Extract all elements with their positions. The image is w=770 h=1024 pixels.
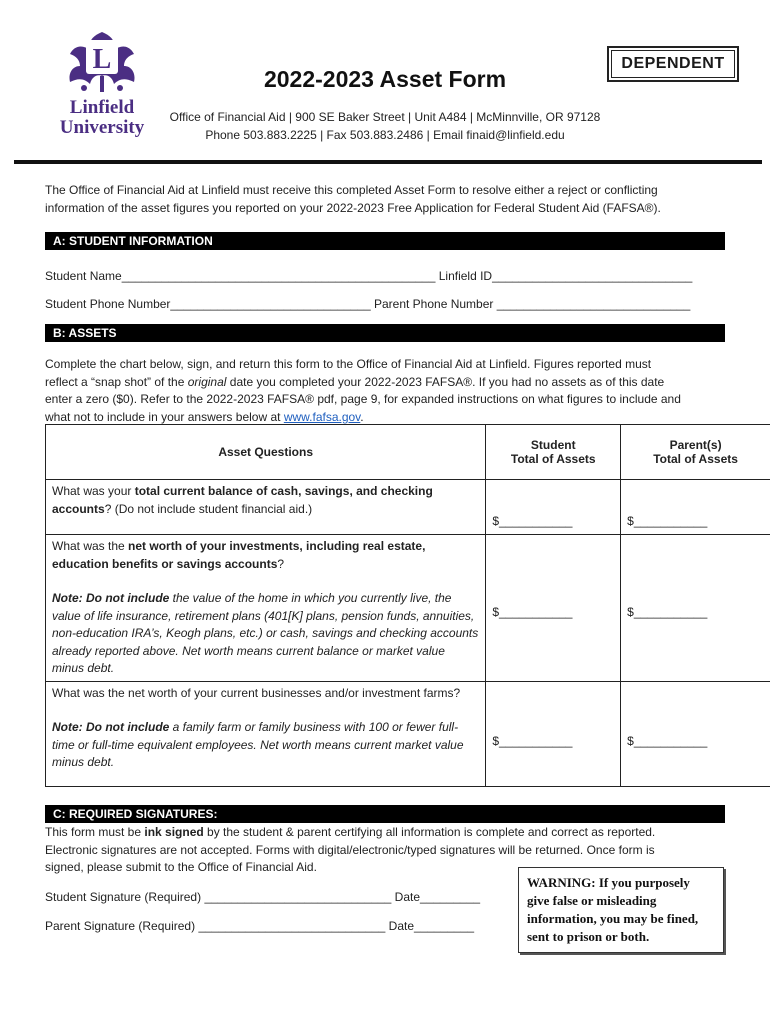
section-b-header: B: ASSETS [45, 324, 725, 342]
student-investments-amount[interactable] [486, 535, 621, 682]
businesses-note [52, 719, 479, 772]
asset-table-header [46, 425, 770, 480]
question-investments-bold: net worth of your investments, including real estate, education benefits or savings accounts [52, 539, 426, 571]
parent-investments-amount[interactable] [621, 535, 770, 682]
parent-phone-label: Parent Phone Number [373, 297, 494, 311]
page-title: 2022-2023 Asset Form [263, 66, 507, 92]
student-phone-field[interactable]: ______________________________ [170, 297, 371, 311]
sig-instr-line-1-a: This form must be [45, 825, 145, 839]
sig-instr-line-1 [45, 824, 735, 842]
assets-instr-line-4-a: what not to include in your answers below at [45, 409, 284, 424]
parent-cash-amount[interactable] [621, 480, 770, 535]
assets-instr-line-4-b: . [360, 409, 364, 424]
student-name-label: Student Name [45, 269, 122, 283]
table-row [46, 480, 770, 535]
warning-box: WARNING: If you purposely give false or misleading information, you may be fined, sent to prison or both. [518, 867, 724, 953]
parent-businesses-amount[interactable] [621, 681, 770, 786]
question-investments-a: What was the [52, 539, 129, 553]
student-investments-amount-blank: $___________ [492, 605, 573, 619]
student-signature-label: Student Signature (Required) [45, 890, 202, 904]
fafsa-link[interactable]: www.fafsa.gov [283, 409, 361, 424]
student-cash-amount[interactable] [486, 480, 621, 535]
businesses-note-label: Note: Do not include [52, 720, 170, 734]
section-c-header: C: REQUIRED SIGNATURES: [45, 805, 725, 823]
intro-line-2: information of the asset figures you reported on your 2022-2023 Free Application for Federal Student Aid (FAFSA®). [45, 200, 661, 215]
col-student-total-line1: Student [530, 438, 576, 452]
parent-investments-amount-blank: $___________ [627, 605, 708, 619]
logo-letter: L [92, 44, 112, 75]
question-cash-bold: total current balance of cash, savings, and checking accounts [52, 484, 433, 516]
parent-signature-field[interactable]: ____________________________ [198, 919, 386, 933]
investments-note-label: Note: Do not include [52, 591, 170, 605]
student-signature-row [45, 890, 480, 904]
sig-instr-line-2: Electronic signatures are not accepted. Forms with digital/electronic/typed signatures will be returned. Once form is [45, 842, 655, 857]
intro-paragraph [45, 182, 735, 217]
student-name-field[interactable]: _______________________________________________ [121, 269, 436, 283]
col-parent-total-line1: Parent(s) [669, 438, 722, 452]
phone-row [45, 297, 690, 311]
col-parent-total-line2: Total of Assets [653, 452, 738, 466]
investments-note [52, 590, 479, 678]
contact-phone-email: Phone 503.883.2225 | Fax 503.883.2486 | Email finaid@linfield.edu [205, 128, 565, 142]
col-asset-questions: Asset Questions [46, 425, 486, 480]
student-name-row [45, 269, 692, 283]
sig-instr-line-1-b: by the student & parent certifying all information is complete and correct as reported. [203, 825, 656, 839]
parent-date-label: Date [388, 919, 415, 933]
assets-instr-line-1: Complete the chart below, sign, and return this form to the Office of Financial Aid at Linfield. Figures reported must [45, 357, 652, 371]
header-divider [14, 160, 762, 164]
assets-instr-line-2-a: reflect a “snap shot” of the [45, 374, 188, 389]
question-investments [46, 535, 486, 682]
col-parent-total [621, 425, 770, 480]
student-phone-label: Student Phone Number [45, 297, 171, 311]
parent-cash-amount-blank: $___________ [627, 514, 708, 528]
parent-date-field[interactable]: _________ [414, 919, 475, 933]
student-signature-field[interactable]: ____________________________ [204, 890, 392, 904]
assets-instr-original: original [187, 374, 227, 389]
student-date-label: Date [394, 890, 421, 904]
assets-instr-line-2 [45, 374, 735, 392]
linfield-id-field[interactable]: ______________________________ [492, 269, 693, 283]
parent-signature-label: Parent Signature (Required) [45, 919, 196, 933]
question-businesses [46, 681, 486, 786]
student-businesses-amount[interactable] [486, 681, 621, 786]
parent-signature-row [45, 919, 474, 933]
parent-businesses-amount-blank: $___________ [627, 733, 708, 748]
assets-instr-line-2-b: date you completed your 2022-2023 FAFSA®. If you had no assets as of this date [226, 374, 665, 389]
section-a-header: A: STUDENT INFORMATION [45, 232, 725, 250]
investments-note-text: the value of the home in which you currently live, the value of life insurance, retirement plans (401[K] plans, pension funds, annuities, non-education IRA’s, Keogh plans, etc.) or cash, savings and checking accounts already reported above. Net worth means current balance or market value minus debt. [52, 591, 479, 675]
dependent-badge [607, 46, 739, 82]
table-row [46, 681, 770, 786]
parent-phone-field[interactable]: _____________________________ [496, 297, 691, 311]
businesses-note-text: a family farm or family business with 100 or fewer full-time or full-time equivalent employees. Net worth means current market value minus debt. [52, 720, 464, 769]
sig-instr-ink-signed: ink signed [144, 825, 204, 839]
col-student-total-line2: Total of Assets [510, 452, 596, 466]
logo-wordmark-line1: Linfield [69, 97, 135, 118]
oak-leaf-emblem-icon [62, 30, 142, 96]
linfield-id-label: Linfield ID [438, 269, 493, 283]
contact-address: Office of Financial Aid | 900 SE Baker Street | Unit A484 | McMinnville, OR 97128 [169, 110, 601, 124]
logo-wordmark-line2: University [59, 117, 145, 138]
question-cash-a: What was your [52, 484, 135, 498]
col-student-total [486, 425, 621, 480]
question-cash [46, 480, 486, 535]
intro-line-1: The Office of Financial Aid at Linfield must receive this completed Asset Form to resolve either a reject or conflicting [45, 183, 658, 197]
assets-instr-line-3: enter a zero ($0). Refer to the 2022-2023 FAFSA® pdf, page 9, for expanded instructions on what figures to include and [45, 392, 681, 406]
question-businesses-a: What was the net worth of your current businesses and/or investment farms? [52, 685, 461, 700]
student-cash-amount-blank: $___________ [492, 514, 573, 528]
table-row [46, 535, 770, 682]
sig-instr-line-3: signed, please submit to the Office of Financial Aid. [45, 860, 317, 874]
student-businesses-amount-blank: $___________ [492, 733, 573, 748]
student-date-field[interactable]: _________ [420, 890, 481, 904]
question-cash-b: ? (Do not include student financial aid.) [104, 501, 313, 516]
question-investments-b: ? [277, 556, 285, 571]
assets-instructions [45, 356, 735, 426]
dependent-badge-label: DEPENDENT [611, 50, 735, 78]
asset-table [45, 424, 770, 787]
linfield-logo [52, 30, 152, 138]
